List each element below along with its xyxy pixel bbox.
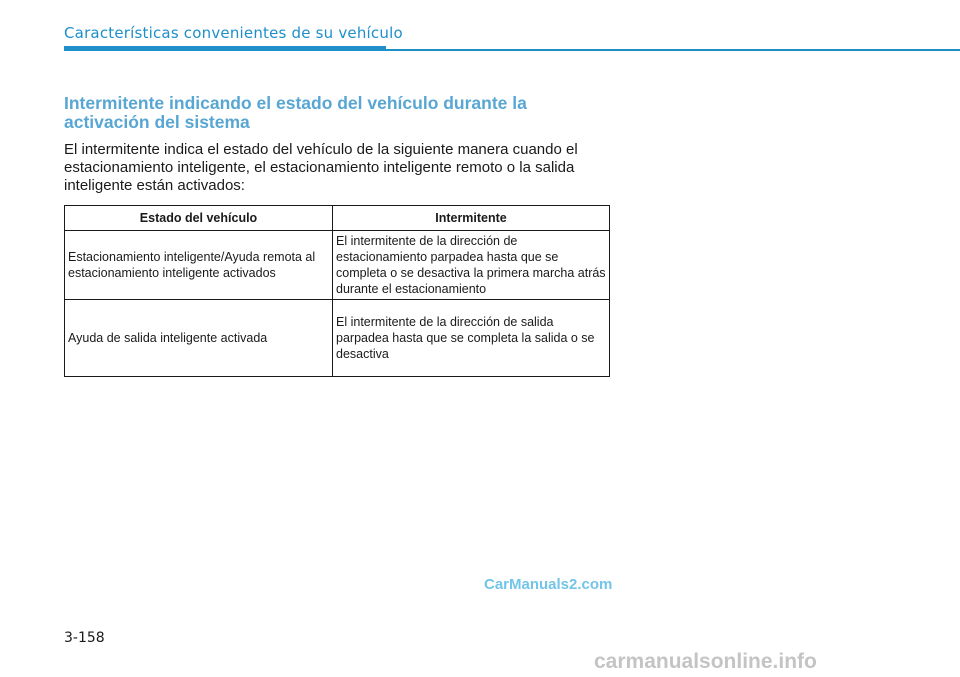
table-cell-estado: Ayuda de salida inteligente activada xyxy=(65,300,333,377)
column-header-estado: Estado del vehículo xyxy=(65,206,333,231)
column-header-intermitente: Intermitente xyxy=(333,206,610,231)
header-accent-bar xyxy=(64,46,386,51)
vehicle-status-table xyxy=(64,205,610,377)
table-row xyxy=(65,231,610,300)
page-number: 3-158 xyxy=(64,630,105,646)
table-cell-estado: Estacionamiento inteligente/Ayuda remota al estacionamiento inteligente activados xyxy=(65,231,333,300)
section-title: Intermitente indicando el estado del vehículo durante la activación del sistema xyxy=(64,93,527,132)
table-row xyxy=(65,300,610,377)
table-cell-intermitente: El intermitente de la dirección de salida parpadea hasta que se completa la salida o se desactiva xyxy=(333,300,610,377)
watermark-text: CarManuals2.com xyxy=(484,576,613,593)
chapter-title: Características convenientes de su vehículo xyxy=(64,24,403,42)
footer-watermark: carmanualsonline.info xyxy=(594,650,817,673)
table-cell-intermitente: El intermitente de la dirección de estacionamiento parpadea hasta que se completa o se desactiva la primera marcha atrás durante el estacionamiento xyxy=(333,231,610,300)
section-body: El intermitente indica el estado del vehículo de la siguiente manera cuando el estacionamiento inteligente, el estacionamiento inteligente remoto o la salida inteligente están activados: xyxy=(64,141,578,194)
table-header-row xyxy=(65,206,610,231)
